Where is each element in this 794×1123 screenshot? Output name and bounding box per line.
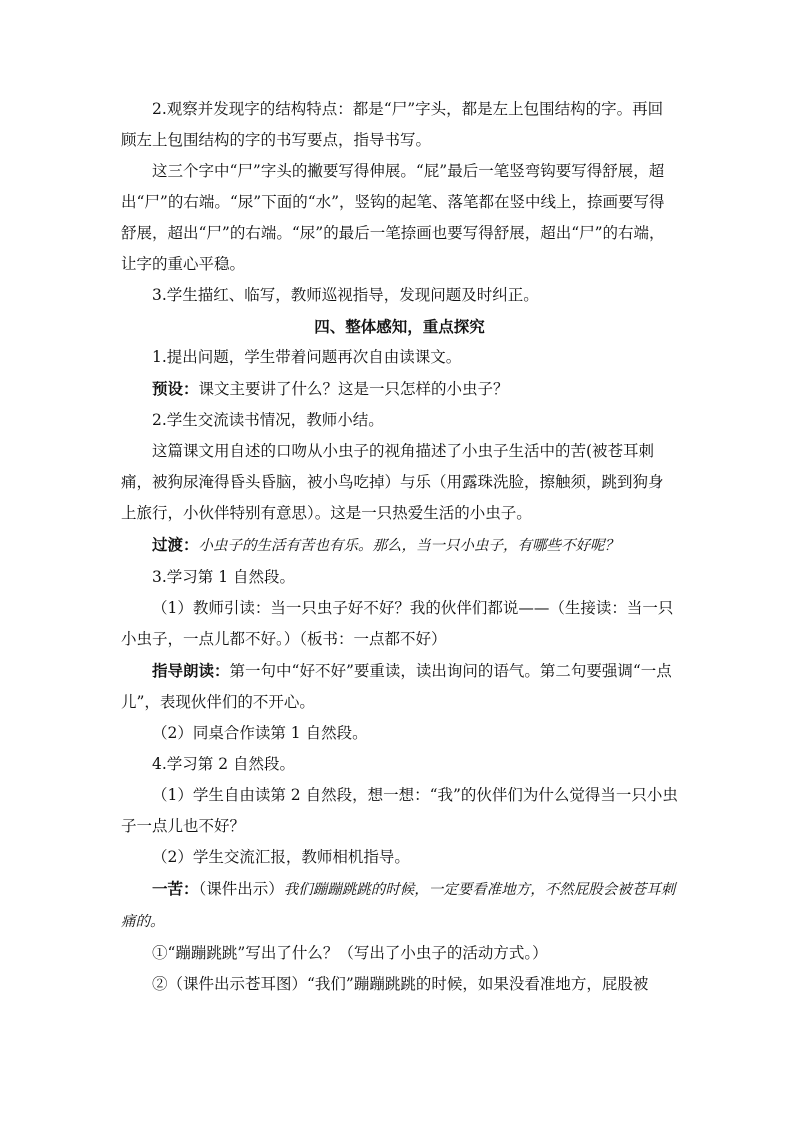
paragraph-structure: 2.观察并发现字的结构特点：都是“尸”字头，都是左上包围结构的字。再回顾左上包围结构的字的书写要点，指导书写。 xyxy=(121,100,664,149)
paragraph-pair-reading: （2）同桌合作读第 1 自然段。 xyxy=(152,724,368,742)
preset-text: 课文主要讲了什么？这是一只怎样的小虫子？ xyxy=(198,380,509,398)
paragraph-transition xyxy=(121,529,678,562)
reading-guide-text: 第一句中“好不好”要重读，读出询问的语气。第二句要强调“一点儿”，表现伙伴们的不开心。 xyxy=(121,662,672,711)
paragraph-first-hardship xyxy=(121,873,678,938)
section-heading: 四、整体感知，重点探究 xyxy=(314,317,485,336)
paragraph-free-reading: （1）学生自由读第 2 自然段，想一想：“我”的伙伴们为什么觉得当一只小虫子一点儿也不好？ xyxy=(121,786,678,835)
paragraph-reading-guide xyxy=(121,655,678,718)
courseware-note: （课件出示） xyxy=(198,880,284,898)
paragraph-guided-reading: （1）教师引读：当一只虫子好不好？我的伙伴们都说——（生接读：当一只小虫子，一点儿都不好。）（板书：一点都不好） xyxy=(121,599,674,648)
paragraph-practice: 3.学生描红、临写，教师巡视指导，发现问题及时纠正。 xyxy=(152,286,539,304)
paragraph-item-2: ②（课件出示苍耳图）“我们”蹦蹦跳跳的时候，如果没看准地方，屁股被 xyxy=(152,975,649,993)
preset-label: 预设： xyxy=(152,379,199,398)
paragraph-writing-guide: 这三个字中“尸”字头的撇要写得伸展。“屁”最后一笔竖弯钩要写得舒展，超出“尸”的右端。“尿”下面的“水”，竖钩的起笔、落笔都在竖中线上，捺画要写得舒展，超出“尸”的右端。“尿”的最后一笔捺画也要写得舒展，超出“尸”的右端，让字的重心平稳。 xyxy=(121,162,665,273)
paragraph-report: （2）学生交流汇报，教师相机指导。 xyxy=(152,848,410,866)
paragraph-item-1: ①“蹦蹦跳跳”写出了什么？（写出了小虫子的活动方式。） xyxy=(152,944,548,962)
paragraph-summary: 这篇课文用自述的口吻从小虫子的视角描述了小虫子生活中的苦(被苍耳刺痛，被狗尿淹得昏头昏脑，被小鸟吃掉）与乐（用露珠洗脸，擦触须，跳到狗身上旅行，小伙伴特别有意思）。这是一只热爱生活的小虫子。 xyxy=(121,442,664,522)
hardship-label: 一苦： xyxy=(152,879,199,898)
paragraph-study-2: 4.学习第 2 自然段。 xyxy=(152,755,296,773)
paragraph-preset xyxy=(121,373,678,405)
document-body xyxy=(121,94,678,1000)
paragraph-study-1: 3.学习第 1 自然段。 xyxy=(152,568,296,586)
paragraph-question: 1.提出问题，学生带着问题再次自由读课文。 xyxy=(152,348,462,366)
reading-guide-label: 指导朗读： xyxy=(152,661,230,680)
transition-text: 小虫子的生活有苦也有乐。那么，当一只小虫子，有哪些不好呢？ xyxy=(198,538,620,554)
transition-label: 过渡： xyxy=(152,535,199,554)
hardship-text: 我们蹦蹦跳跳的时候，一定要看准地方，不然屁股会被苍耳刺痛的。 xyxy=(121,882,676,930)
paragraph-exchange: 2.学生交流读书情况，教师小结。 xyxy=(152,411,384,429)
